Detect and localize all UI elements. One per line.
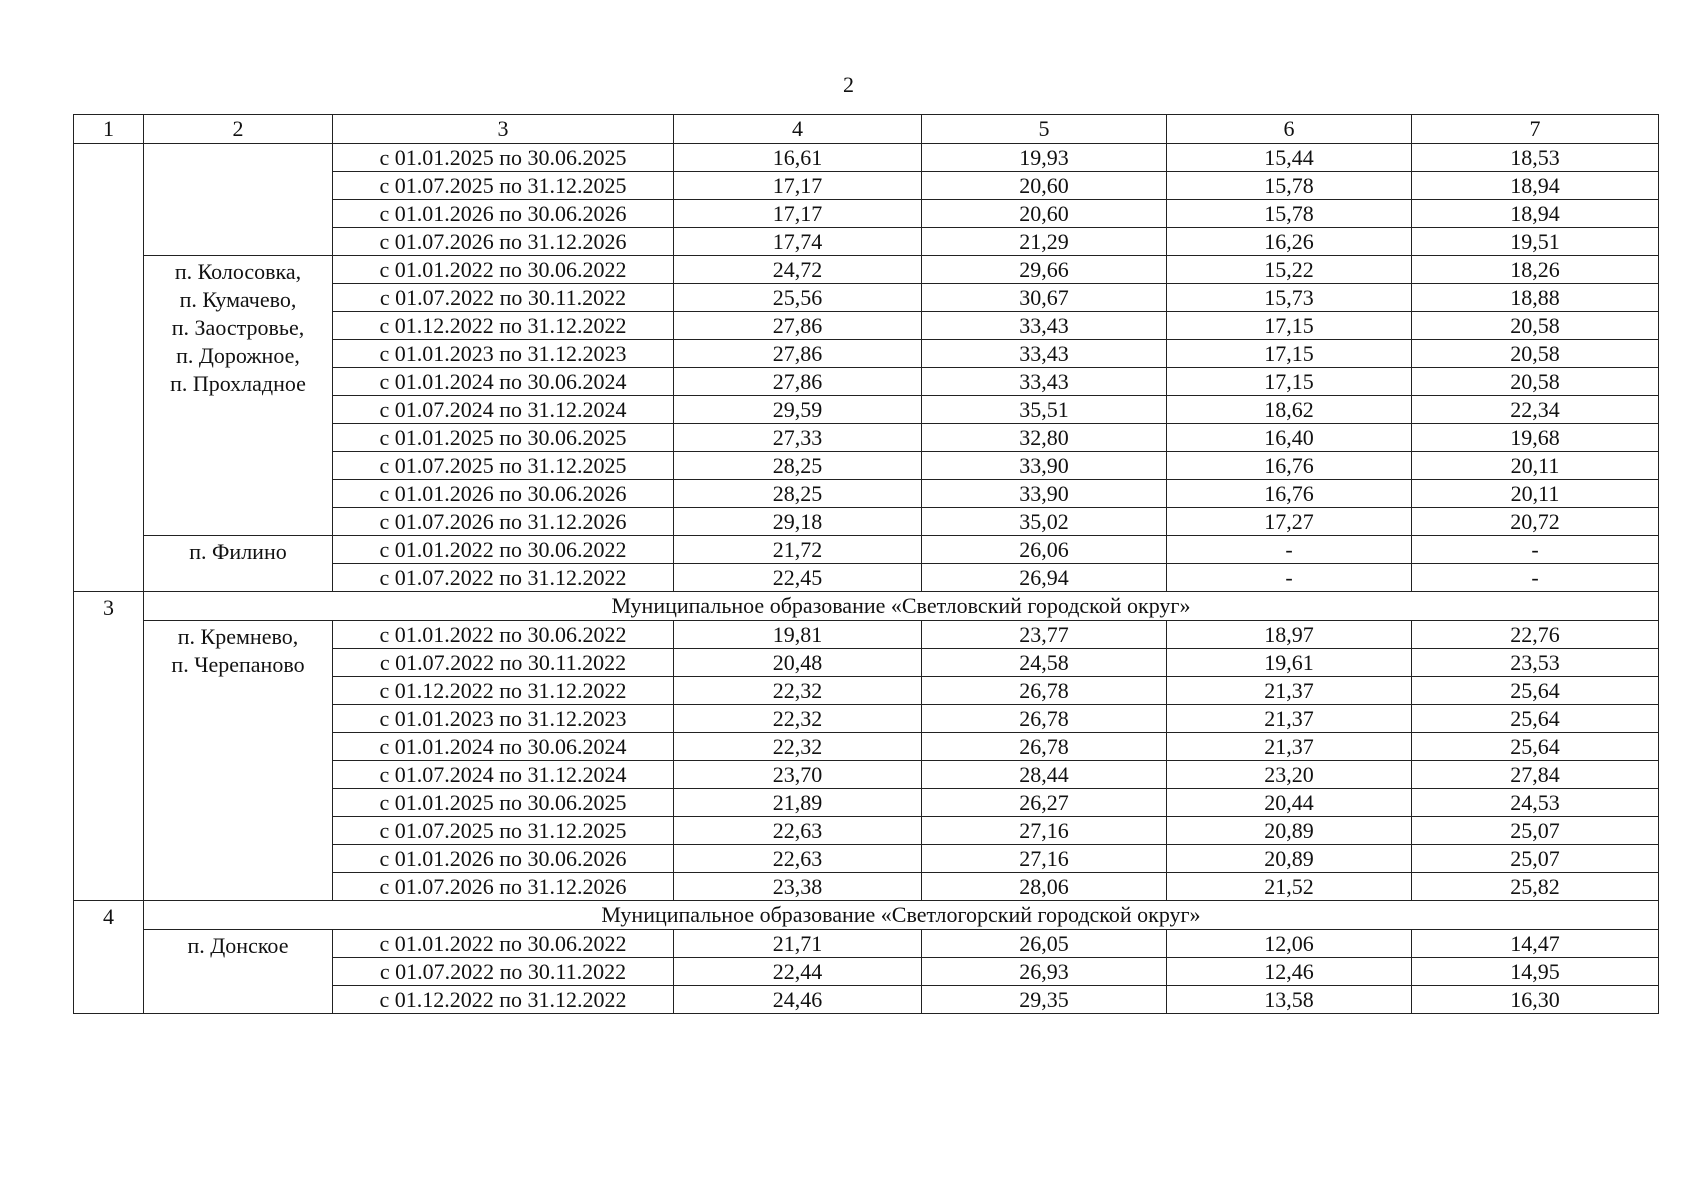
section-row — [74, 901, 1659, 930]
value-col4: 22,32 — [674, 733, 922, 761]
value-col6: 13,58 — [1167, 986, 1412, 1014]
value-col4: 20,48 — [674, 649, 922, 677]
locality-name: п. Кумачево, — [179, 287, 297, 312]
value-col5: 26,05 — [922, 930, 1167, 958]
value-col6: 15,78 — [1167, 172, 1412, 200]
value-col6: - — [1167, 564, 1412, 592]
value-col4: 17,17 — [674, 172, 922, 200]
table-row — [74, 930, 1659, 958]
value-col7: 20,11 — [1412, 480, 1659, 508]
section-title: Муниципальное образование «Светлогорский городской округ» — [144, 901, 1659, 930]
value-col7: 14,47 — [1412, 930, 1659, 958]
value-col7: 20,58 — [1412, 312, 1659, 340]
value-col4: 22,63 — [674, 817, 922, 845]
value-col7: 20,58 — [1412, 340, 1659, 368]
value-col7: - — [1412, 536, 1659, 564]
period-cell: с 01.01.2023 по 31.12.2023 — [333, 705, 674, 733]
value-col5: 20,60 — [922, 172, 1167, 200]
value-col6: 20,89 — [1167, 817, 1412, 845]
value-col6: 12,06 — [1167, 930, 1412, 958]
period-cell: с 01.07.2025 по 31.12.2025 — [333, 817, 674, 845]
value-col4: 22,44 — [674, 958, 922, 986]
value-col7: 25,64 — [1412, 677, 1659, 705]
section-title: Муниципальное образование «Светловский городской округ» — [144, 592, 1659, 621]
value-col4: 29,18 — [674, 508, 922, 536]
value-col4: 21,89 — [674, 789, 922, 817]
period-cell: с 01.12.2022 по 31.12.2022 — [333, 312, 674, 340]
value-col7: 20,11 — [1412, 452, 1659, 480]
value-col5: 28,06 — [922, 873, 1167, 901]
value-col4: 27,86 — [674, 340, 922, 368]
value-col7: 18,26 — [1412, 256, 1659, 284]
value-col5: 33,90 — [922, 452, 1167, 480]
column-number: 2 — [144, 115, 333, 144]
locality-name: п. Прохладное — [170, 371, 306, 396]
value-col4: 23,70 — [674, 761, 922, 789]
period-cell: с 01.01.2025 по 30.06.2025 — [333, 789, 674, 817]
value-col7: 19,51 — [1412, 228, 1659, 256]
value-col6: 20,89 — [1167, 845, 1412, 873]
period-cell: с 01.07.2025 по 31.12.2025 — [333, 172, 674, 200]
value-col7: 25,07 — [1412, 845, 1659, 873]
column-number: 1 — [74, 115, 144, 144]
value-col6: 23,20 — [1167, 761, 1412, 789]
value-col5: 24,58 — [922, 649, 1167, 677]
value-col5: 32,80 — [922, 424, 1167, 452]
period-cell: с 01.07.2022 по 30.11.2022 — [333, 958, 674, 986]
value-col4: 19,81 — [674, 621, 922, 649]
value-col4: 28,25 — [674, 480, 922, 508]
value-col6: 17,15 — [1167, 340, 1412, 368]
column-number: 4 — [674, 115, 922, 144]
locality-cell — [144, 144, 333, 256]
value-col5: 33,43 — [922, 312, 1167, 340]
value-col5: 28,44 — [922, 761, 1167, 789]
value-col4: 17,17 — [674, 200, 922, 228]
period-cell: с 01.01.2023 по 31.12.2023 — [333, 340, 674, 368]
value-col4: 27,86 — [674, 312, 922, 340]
value-col5: 26,78 — [922, 705, 1167, 733]
locality-name: п. Заостровье, — [171, 315, 305, 340]
value-col5: 26,94 — [922, 564, 1167, 592]
value-col5: 35,02 — [922, 508, 1167, 536]
period-cell: с 01.01.2025 по 30.06.2025 — [333, 144, 674, 172]
value-col6: 20,44 — [1167, 789, 1412, 817]
value-col7: 23,53 — [1412, 649, 1659, 677]
value-col6: 21,37 — [1167, 733, 1412, 761]
period-cell: с 01.01.2026 по 30.06.2026 — [333, 200, 674, 228]
locality-name: п. Черепаново — [171, 652, 305, 677]
value-col4: 27,86 — [674, 368, 922, 396]
value-col6: 17,15 — [1167, 368, 1412, 396]
table-row — [74, 144, 1659, 172]
period-cell: с 01.01.2022 по 30.06.2022 — [333, 256, 674, 284]
period-cell: с 01.07.2022 по 31.12.2022 — [333, 564, 674, 592]
value-col6: 21,52 — [1167, 873, 1412, 901]
value-col6: 18,97 — [1167, 621, 1412, 649]
period-cell: с 01.12.2022 по 31.12.2022 — [333, 677, 674, 705]
value-col7: 22,76 — [1412, 621, 1659, 649]
period-cell: с 01.01.2022 по 30.06.2022 — [333, 536, 674, 564]
value-col6: 17,27 — [1167, 508, 1412, 536]
value-col6: 19,61 — [1167, 649, 1412, 677]
value-col4: 24,72 — [674, 256, 922, 284]
value-col6: 15,22 — [1167, 256, 1412, 284]
period-cell: с 01.01.2026 по 30.06.2026 — [333, 480, 674, 508]
period-cell: с 01.01.2024 по 30.06.2024 — [333, 733, 674, 761]
value-col6: 15,73 — [1167, 284, 1412, 312]
period-cell: с 01.12.2022 по 31.12.2022 — [333, 986, 674, 1014]
value-col7: 25,82 — [1412, 873, 1659, 901]
value-col5: 26,93 — [922, 958, 1167, 986]
value-col7: 18,53 — [1412, 144, 1659, 172]
value-col5: 27,16 — [922, 817, 1167, 845]
value-col6: 21,37 — [1167, 705, 1412, 733]
locality-name: п. Филино — [189, 539, 287, 564]
value-col6: 16,40 — [1167, 424, 1412, 452]
period-cell: с 01.01.2026 по 30.06.2026 — [333, 845, 674, 873]
value-col5: 23,77 — [922, 621, 1167, 649]
period-cell: с 01.01.2025 по 30.06.2025 — [333, 424, 674, 452]
value-col6: 16,76 — [1167, 452, 1412, 480]
period-cell: с 01.07.2025 по 31.12.2025 — [333, 452, 674, 480]
section-index: 4 — [74, 901, 144, 1014]
value-col4: 23,38 — [674, 873, 922, 901]
value-col5: 26,06 — [922, 536, 1167, 564]
period-cell: с 01.07.2026 по 31.12.2026 — [333, 228, 674, 256]
value-col6: 16,76 — [1167, 480, 1412, 508]
value-col5: 20,60 — [922, 200, 1167, 228]
locality-cell — [144, 256, 333, 536]
value-col4: 22,32 — [674, 705, 922, 733]
section-row — [74, 592, 1659, 621]
value-col7: 22,34 — [1412, 396, 1659, 424]
value-col4: 22,45 — [674, 564, 922, 592]
value-col5: 26,78 — [922, 677, 1167, 705]
value-col6: - — [1167, 536, 1412, 564]
value-col7: 25,64 — [1412, 705, 1659, 733]
column-number-row — [74, 115, 1659, 144]
value-col7: 24,53 — [1412, 789, 1659, 817]
value-col4: 22,63 — [674, 845, 922, 873]
value-col5: 27,16 — [922, 845, 1167, 873]
value-col5: 29,66 — [922, 256, 1167, 284]
locality-name: п. Донское — [187, 933, 289, 958]
value-col7: 14,95 — [1412, 958, 1659, 986]
value-col6: 12,46 — [1167, 958, 1412, 986]
value-col4: 22,32 — [674, 677, 922, 705]
column-number: 7 — [1412, 115, 1659, 144]
period-cell: с 01.01.2024 по 30.06.2024 — [333, 368, 674, 396]
value-col7: 25,07 — [1412, 817, 1659, 845]
value-col7: 18,88 — [1412, 284, 1659, 312]
value-col5: 29,35 — [922, 986, 1167, 1014]
locality-cell — [144, 930, 333, 1014]
value-col5: 33,43 — [922, 340, 1167, 368]
value-col7: - — [1412, 564, 1659, 592]
period-cell: с 01.07.2024 по 31.12.2024 — [333, 761, 674, 789]
tariff-table — [73, 114, 1659, 1014]
period-cell: с 01.07.2022 по 30.11.2022 — [333, 284, 674, 312]
locality-name: п. Кремнево, — [177, 624, 299, 649]
value-col4: 16,61 — [674, 144, 922, 172]
period-cell: с 01.07.2024 по 31.12.2024 — [333, 396, 674, 424]
table-row — [74, 621, 1659, 649]
value-col6: 15,78 — [1167, 200, 1412, 228]
column-number: 3 — [333, 115, 674, 144]
locality-name: п. Колосовка, — [174, 259, 302, 284]
column-number: 6 — [1167, 115, 1412, 144]
value-col7: 27,84 — [1412, 761, 1659, 789]
value-col5: 19,93 — [922, 144, 1167, 172]
period-cell: с 01.01.2022 по 30.06.2022 — [333, 930, 674, 958]
value-col7: 18,94 — [1412, 200, 1659, 228]
value-col7: 20,58 — [1412, 368, 1659, 396]
row-index — [74, 144, 144, 592]
value-col4: 17,74 — [674, 228, 922, 256]
value-col7: 19,68 — [1412, 424, 1659, 452]
value-col4: 24,46 — [674, 986, 922, 1014]
value-col5: 33,90 — [922, 480, 1167, 508]
value-col7: 25,64 — [1412, 733, 1659, 761]
value-col4: 25,56 — [674, 284, 922, 312]
period-cell: с 01.01.2022 по 30.06.2022 — [333, 621, 674, 649]
value-col6: 21,37 — [1167, 677, 1412, 705]
locality-name: п. Дорожное, — [176, 343, 300, 368]
value-col5: 33,43 — [922, 368, 1167, 396]
value-col5: 21,29 — [922, 228, 1167, 256]
period-cell: с 01.07.2026 по 31.12.2026 — [333, 873, 674, 901]
value-col5: 30,67 — [922, 284, 1167, 312]
value-col5: 35,51 — [922, 396, 1167, 424]
locality-cell — [144, 536, 333, 592]
value-col7: 18,94 — [1412, 172, 1659, 200]
tariff-table-body — [74, 115, 1659, 1014]
period-cell: с 01.07.2022 по 30.11.2022 — [333, 649, 674, 677]
value-col7: 16,30 — [1412, 986, 1659, 1014]
value-col4: 21,71 — [674, 930, 922, 958]
value-col4: 29,59 — [674, 396, 922, 424]
page-number: 2 — [843, 72, 854, 97]
locality-cell — [144, 621, 333, 901]
value-col6: 17,15 — [1167, 312, 1412, 340]
table-row — [74, 256, 1659, 284]
column-number: 5 — [922, 115, 1167, 144]
period-cell: с 01.07.2026 по 31.12.2026 — [333, 508, 674, 536]
value-col6: 18,62 — [1167, 396, 1412, 424]
value-col6: 16,26 — [1167, 228, 1412, 256]
value-col5: 26,27 — [922, 789, 1167, 817]
value-col7: 20,72 — [1412, 508, 1659, 536]
section-index: 3 — [74, 592, 144, 901]
table-row — [74, 536, 1659, 564]
value-col4: 28,25 — [674, 452, 922, 480]
value-col5: 26,78 — [922, 733, 1167, 761]
value-col4: 21,72 — [674, 536, 922, 564]
value-col6: 15,44 — [1167, 144, 1412, 172]
value-col4: 27,33 — [674, 424, 922, 452]
